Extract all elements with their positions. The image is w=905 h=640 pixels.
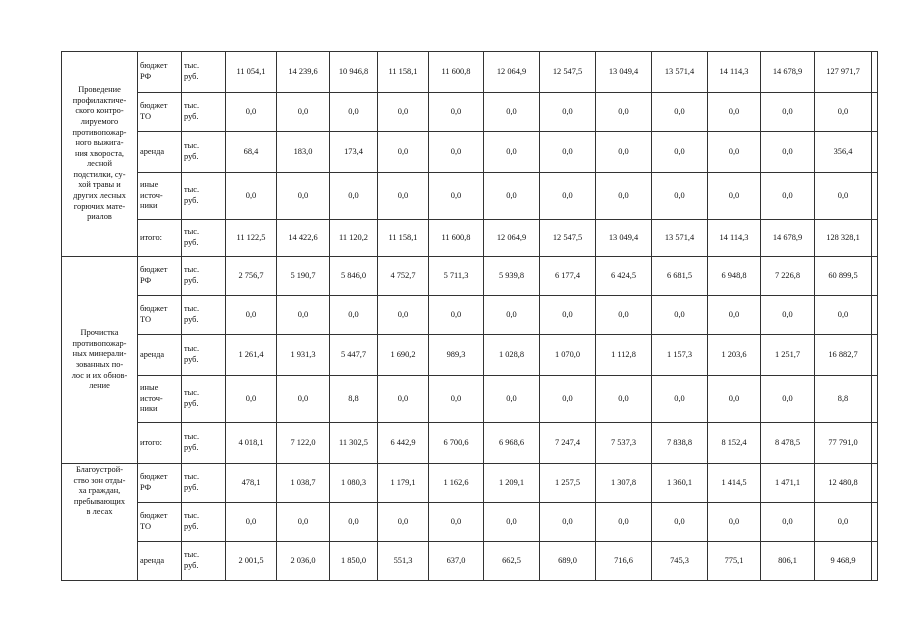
value-cell: 0,0 [330, 93, 378, 132]
funding-source-cell: аренда [138, 542, 182, 581]
value-cell: 1 850,0 [330, 542, 378, 581]
value-cell: 0,0 [708, 132, 761, 173]
funding-source-cell: бюджет ТО [138, 93, 182, 132]
value-cell: 662,5 [484, 542, 540, 581]
truncated-column-cell [872, 376, 878, 423]
value-cell: 0,0 [378, 93, 429, 132]
total-value-cell: 9 468,9 [815, 542, 872, 581]
value-cell: 0,0 [484, 93, 540, 132]
value-cell: 0,0 [226, 503, 277, 542]
value-cell: 11 120,2 [330, 220, 378, 257]
value-cell: 0,0 [708, 503, 761, 542]
value-cell: 806,1 [761, 542, 815, 581]
unit-cell: тыс. руб. [182, 52, 226, 93]
total-value-cell: 0,0 [815, 503, 872, 542]
value-cell: 10 946,8 [330, 52, 378, 93]
value-cell: 1 257,5 [540, 464, 596, 503]
unit-cell: тыс. руб. [182, 132, 226, 173]
value-cell: 1 038,7 [277, 464, 330, 503]
value-cell: 11 158,1 [378, 220, 429, 257]
value-cell: 0,0 [378, 296, 429, 335]
value-cell: 989,3 [429, 335, 484, 376]
value-cell: 7 122,0 [277, 423, 330, 464]
value-cell: 1 471,1 [761, 464, 815, 503]
value-cell: 1 209,1 [484, 464, 540, 503]
value-cell: 0,0 [708, 173, 761, 220]
value-cell: 0,0 [378, 132, 429, 173]
value-cell: 0,0 [540, 296, 596, 335]
unit-cell: тыс. руб. [182, 220, 226, 257]
funding-source-cell: бюджет РФ [138, 464, 182, 503]
value-cell: 775,1 [708, 542, 761, 581]
value-cell: 0,0 [277, 173, 330, 220]
value-cell: 0,0 [652, 93, 708, 132]
measure-name-cell: Благоустрой- ство зон отды- ха граждан, пребывающих в лесах [62, 464, 138, 581]
value-cell: 4 752,7 [378, 257, 429, 296]
value-cell: 0,0 [596, 173, 652, 220]
value-cell: 14 114,3 [708, 220, 761, 257]
value-cell: 0,0 [226, 376, 277, 423]
value-cell: 0,0 [429, 173, 484, 220]
funding-source-cell: иные источ- ники [138, 376, 182, 423]
table-body [62, 52, 878, 581]
value-cell: 1 112,8 [596, 335, 652, 376]
truncated-column-cell [872, 132, 878, 173]
measure-name-cell: Прочистка противопожар- ных минерали- зованных по- лос и их обнов- ление [62, 257, 138, 464]
value-cell: 0,0 [429, 132, 484, 173]
value-cell: 7 537,3 [596, 423, 652, 464]
unit-cell: тыс. руб. [182, 296, 226, 335]
value-cell: 1 261,4 [226, 335, 277, 376]
truncated-column-cell [872, 503, 878, 542]
value-cell: 0,0 [484, 173, 540, 220]
table-row [62, 464, 878, 503]
unit-cell: тыс. руб. [182, 257, 226, 296]
funding-source-cell: итого: [138, 220, 182, 257]
value-cell: 68,4 [226, 132, 277, 173]
table-row [62, 296, 878, 335]
funding-source-cell: аренда [138, 335, 182, 376]
value-cell: 1 251,7 [761, 335, 815, 376]
unit-cell: тыс. руб. [182, 423, 226, 464]
value-cell: 1 157,3 [652, 335, 708, 376]
value-cell: 8,8 [330, 376, 378, 423]
value-cell: 0,0 [540, 93, 596, 132]
value-cell: 0,0 [761, 132, 815, 173]
value-cell: 0,0 [378, 376, 429, 423]
truncated-column-cell [872, 335, 878, 376]
value-cell: 0,0 [652, 132, 708, 173]
value-cell: 14 239,6 [277, 52, 330, 93]
total-value-cell: 127 971,7 [815, 52, 872, 93]
value-cell: 7 226,8 [761, 257, 815, 296]
funding-source-cell: бюджет РФ [138, 257, 182, 296]
value-cell: 0,0 [484, 296, 540, 335]
value-cell: 0,0 [226, 173, 277, 220]
value-cell: 13 571,4 [652, 52, 708, 93]
value-cell: 2 036,0 [277, 542, 330, 581]
truncated-column-cell [872, 542, 878, 581]
table-row [62, 335, 878, 376]
truncated-column-cell [872, 52, 878, 93]
table-row [62, 52, 878, 93]
value-cell: 6 424,5 [596, 257, 652, 296]
value-cell: 0,0 [596, 503, 652, 542]
value-cell: 0,0 [652, 296, 708, 335]
value-cell: 0,0 [761, 503, 815, 542]
value-cell: 0,0 [540, 132, 596, 173]
value-cell: 0,0 [277, 296, 330, 335]
value-cell: 11 122,5 [226, 220, 277, 257]
value-cell: 1 414,5 [708, 464, 761, 503]
value-cell: 0,0 [226, 93, 277, 132]
value-cell: 0,0 [277, 93, 330, 132]
unit-cell: тыс. руб. [182, 376, 226, 423]
value-cell: 6 442,9 [378, 423, 429, 464]
funding-table [61, 51, 878, 581]
truncated-column-cell [872, 423, 878, 464]
unit-cell: тыс. руб. [182, 93, 226, 132]
value-cell: 0,0 [761, 93, 815, 132]
value-cell: 12 547,5 [540, 220, 596, 257]
table-row [62, 423, 878, 464]
value-cell: 0,0 [596, 376, 652, 423]
value-cell: 14 678,9 [761, 220, 815, 257]
value-cell: 0,0 [596, 296, 652, 335]
value-cell: 14 114,3 [708, 52, 761, 93]
value-cell: 5 939,8 [484, 257, 540, 296]
value-cell: 0,0 [429, 93, 484, 132]
total-value-cell: 356,4 [815, 132, 872, 173]
value-cell: 4 018,1 [226, 423, 277, 464]
value-cell: 0,0 [540, 376, 596, 423]
value-cell: 12 064,9 [484, 220, 540, 257]
value-cell: 0,0 [330, 296, 378, 335]
value-cell: 637,0 [429, 542, 484, 581]
value-cell: 0,0 [484, 132, 540, 173]
value-cell: 0,0 [708, 376, 761, 423]
total-value-cell: 128 328,1 [815, 220, 872, 257]
value-cell: 5 190,7 [277, 257, 330, 296]
value-cell: 11 600,8 [429, 220, 484, 257]
funding-source-cell: итого: [138, 423, 182, 464]
value-cell: 0,0 [596, 132, 652, 173]
unit-cell: тыс. руб. [182, 464, 226, 503]
value-cell: 1 360,1 [652, 464, 708, 503]
total-value-cell: 0,0 [815, 296, 872, 335]
value-cell: 11 302,5 [330, 423, 378, 464]
document-page [61, 51, 878, 581]
truncated-column-cell [872, 257, 878, 296]
table-row [62, 132, 878, 173]
value-cell: 0,0 [330, 173, 378, 220]
value-cell: 6 948,8 [708, 257, 761, 296]
value-cell: 1 070,0 [540, 335, 596, 376]
table-row [62, 173, 878, 220]
funding-source-cell: аренда [138, 132, 182, 173]
total-value-cell: 60 899,5 [815, 257, 872, 296]
value-cell: 1 080,3 [330, 464, 378, 503]
value-cell: 6 968,6 [484, 423, 540, 464]
value-cell: 0,0 [277, 503, 330, 542]
table-row [62, 257, 878, 296]
value-cell: 0,0 [761, 296, 815, 335]
value-cell: 478,1 [226, 464, 277, 503]
funding-source-cell: бюджет ТО [138, 296, 182, 335]
value-cell: 6 700,6 [429, 423, 484, 464]
value-cell: 11 054,1 [226, 52, 277, 93]
value-cell: 0,0 [761, 376, 815, 423]
value-cell: 0,0 [761, 173, 815, 220]
funding-source-cell: бюджет РФ [138, 52, 182, 93]
value-cell: 745,3 [652, 542, 708, 581]
unit-cell: тыс. руб. [182, 503, 226, 542]
table-row [62, 542, 878, 581]
funding-source-cell: бюджет ТО [138, 503, 182, 542]
table-row [62, 93, 878, 132]
value-cell: 0,0 [429, 296, 484, 335]
value-cell: 0,0 [226, 296, 277, 335]
value-cell: 183,0 [277, 132, 330, 173]
value-cell: 0,0 [652, 173, 708, 220]
value-cell: 1 690,2 [378, 335, 429, 376]
value-cell: 13 049,4 [596, 52, 652, 93]
table-row [62, 376, 878, 423]
value-cell: 1 931,3 [277, 335, 330, 376]
value-cell: 1 162,6 [429, 464, 484, 503]
funding-source-cell: иные источ- ники [138, 173, 182, 220]
value-cell: 0,0 [540, 503, 596, 542]
value-cell: 0,0 [596, 93, 652, 132]
value-cell: 0,0 [652, 376, 708, 423]
total-value-cell: 0,0 [815, 173, 872, 220]
value-cell: 5 711,3 [429, 257, 484, 296]
truncated-column-cell [872, 173, 878, 220]
value-cell: 2 756,7 [226, 257, 277, 296]
value-cell: 12 547,5 [540, 52, 596, 93]
value-cell: 0,0 [429, 376, 484, 423]
value-cell: 0,0 [378, 173, 429, 220]
value-cell: 13 049,4 [596, 220, 652, 257]
value-cell: 0,0 [652, 503, 708, 542]
value-cell: 14 422,6 [277, 220, 330, 257]
value-cell: 716,6 [596, 542, 652, 581]
value-cell: 689,0 [540, 542, 596, 581]
table-row [62, 503, 878, 542]
value-cell: 2 001,5 [226, 542, 277, 581]
total-value-cell: 16 882,7 [815, 335, 872, 376]
value-cell: 8 478,5 [761, 423, 815, 464]
value-cell: 5 846,0 [330, 257, 378, 296]
total-value-cell: 12 480,8 [815, 464, 872, 503]
table-row [62, 220, 878, 257]
truncated-column-cell [872, 93, 878, 132]
value-cell: 8 152,4 [708, 423, 761, 464]
value-cell: 7 247,4 [540, 423, 596, 464]
value-cell: 1 203,6 [708, 335, 761, 376]
value-cell: 0,0 [378, 503, 429, 542]
value-cell: 12 064,9 [484, 52, 540, 93]
value-cell: 0,0 [330, 503, 378, 542]
value-cell: 0,0 [484, 503, 540, 542]
total-value-cell: 8,8 [815, 376, 872, 423]
total-value-cell: 77 791,0 [815, 423, 872, 464]
value-cell: 0,0 [484, 376, 540, 423]
value-cell: 11 600,8 [429, 52, 484, 93]
value-cell: 13 571,4 [652, 220, 708, 257]
value-cell: 0,0 [708, 296, 761, 335]
value-cell: 7 838,8 [652, 423, 708, 464]
value-cell: 0,0 [429, 503, 484, 542]
measure-name-cell: Проведение профилактиче- ского контро- лируемого противопожар- ного выжига- ния хвороста, лесной подстилки, су- хой травы и других лесных горючих мате- риалов [62, 52, 138, 257]
value-cell: 0,0 [277, 376, 330, 423]
value-cell: 14 678,9 [761, 52, 815, 93]
unit-cell: тыс. руб. [182, 542, 226, 581]
value-cell: 6 681,5 [652, 257, 708, 296]
value-cell: 5 447,7 [330, 335, 378, 376]
total-value-cell: 0,0 [815, 93, 872, 132]
value-cell: 1 307,8 [596, 464, 652, 503]
value-cell: 0,0 [540, 173, 596, 220]
value-cell: 551,3 [378, 542, 429, 581]
truncated-column-cell [872, 296, 878, 335]
value-cell: 6 177,4 [540, 257, 596, 296]
value-cell: 11 158,1 [378, 52, 429, 93]
value-cell: 173,4 [330, 132, 378, 173]
unit-cell: тыс. руб. [182, 173, 226, 220]
truncated-column-cell [872, 464, 878, 503]
value-cell: 0,0 [708, 93, 761, 132]
truncated-column-cell [872, 220, 878, 257]
unit-cell: тыс. руб. [182, 335, 226, 376]
value-cell: 1 028,8 [484, 335, 540, 376]
value-cell: 1 179,1 [378, 464, 429, 503]
